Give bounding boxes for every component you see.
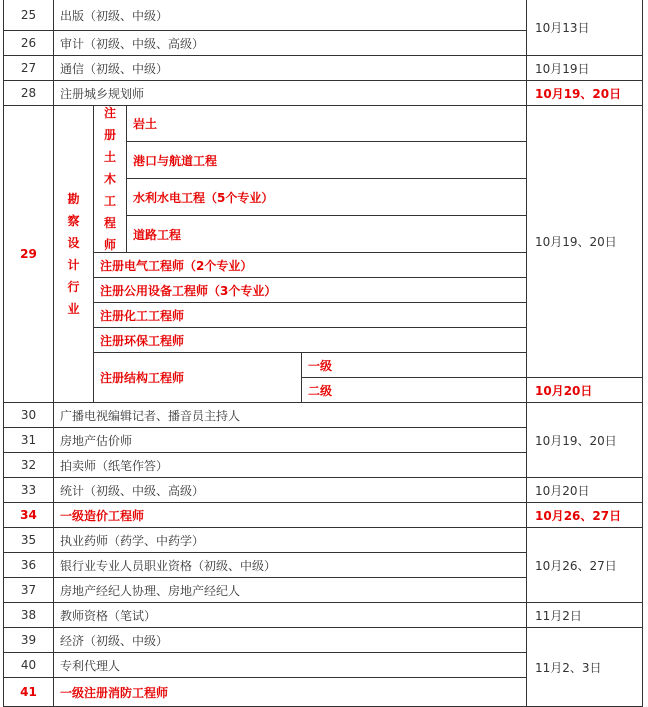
row-27-number: 27 <box>3 55 54 81</box>
civil-item-port-waterway: 港口与航道工程 <box>126 141 527 179</box>
electrical-engineer: 注册电气工程师（2个专业） <box>93 252 527 278</box>
date-row-27: 10月19日 <box>526 55 643 81</box>
row-29-number: 29 <box>3 105 54 403</box>
structural-level-1: 一级 <box>301 352 527 378</box>
date-row-33: 10月20日 <box>526 477 643 503</box>
row-34-number: 34 <box>3 502 54 528</box>
row-41-number: 41 <box>3 677 54 707</box>
row-40-name: 专利代理人 <box>53 652 527 678</box>
row-35-number: 35 <box>3 527 54 553</box>
civil-item-road: 道路工程 <box>126 215 527 253</box>
date-rows-35-37: 10月26、27日 <box>526 527 643 603</box>
date-row-29-level-2: 10月20日 <box>526 377 643 403</box>
utilities-engineer: 注册公用设备工程师（3个专业） <box>93 277 527 303</box>
row-26-number: 26 <box>3 30 54 56</box>
row-27-name: 通信（初级、中级） <box>53 55 527 81</box>
date-row-29: 10月19、20日 <box>526 105 643 378</box>
date-rows-30-32: 10月19、20日 <box>526 402 643 478</box>
civil-engineer-group: 注册土木工程师 <box>93 105 127 253</box>
row-26-name: 审计（初级、中级、高级） <box>53 30 527 56</box>
row-33-name: 统计（初级、中级、高级） <box>53 477 527 503</box>
date-row-38: 11月2日 <box>526 602 643 628</box>
row-28-number: 28 <box>3 80 54 106</box>
row-40-number: 40 <box>3 652 54 678</box>
row-36-number: 36 <box>3 552 54 578</box>
row-31-number: 31 <box>3 427 54 453</box>
row-25-name: 出版（初级、中级） <box>53 0 527 31</box>
civil-item-water-conservancy: 水利水电工程（5个专业） <box>126 178 527 216</box>
row-33-number: 33 <box>3 477 54 503</box>
row-25-number: 25 <box>3 0 54 31</box>
row-38-number: 38 <box>3 602 54 628</box>
structural-level-2: 二级 <box>301 377 527 403</box>
row-36-name: 银行业专业人员职业资格（初级、中级） <box>53 552 527 578</box>
date-row-28: 10月19、20日 <box>526 80 643 106</box>
environmental-engineer: 注册环保工程师 <box>93 327 527 353</box>
exam-schedule-table <box>4 0 644 706</box>
row-37-name: 房地产经纪人协理、房地产经纪人 <box>53 577 527 603</box>
row-34-name: 一级造价工程师 <box>53 502 527 528</box>
date-rows-39-41: 11月2、3日 <box>526 627 643 707</box>
row-38-name: 教师资格（笔试） <box>53 602 527 628</box>
row-30-number: 30 <box>3 402 54 428</box>
row-30-name: 广播电视编辑记者、播音员主持人 <box>53 402 527 428</box>
row-32-number: 32 <box>3 452 54 478</box>
row-31-name: 房地产估价师 <box>53 427 527 453</box>
row-39-number: 39 <box>3 627 54 653</box>
date-rows-25-26: 10月13日 <box>526 0 643 56</box>
row-35-name: 执业药师（药学、中药学） <box>53 527 527 553</box>
row-28-name: 注册城乡规划师 <box>53 80 527 106</box>
row-37-number: 37 <box>3 577 54 603</box>
structural-engineer: 注册结构工程师 <box>93 352 302 403</box>
row-41-name: 一级注册消防工程师 <box>53 677 527 707</box>
row-32-name: 拍卖师（纸笔作答） <box>53 452 527 478</box>
row-29-category: 勘察设计行业 <box>53 105 94 403</box>
date-row-34: 10月26、27日 <box>526 502 643 528</box>
row-39-name: 经济（初级、中级） <box>53 627 527 653</box>
civil-item-geotechnical: 岩土 <box>126 105 527 142</box>
chemical-engineer: 注册化工工程师 <box>93 302 527 328</box>
